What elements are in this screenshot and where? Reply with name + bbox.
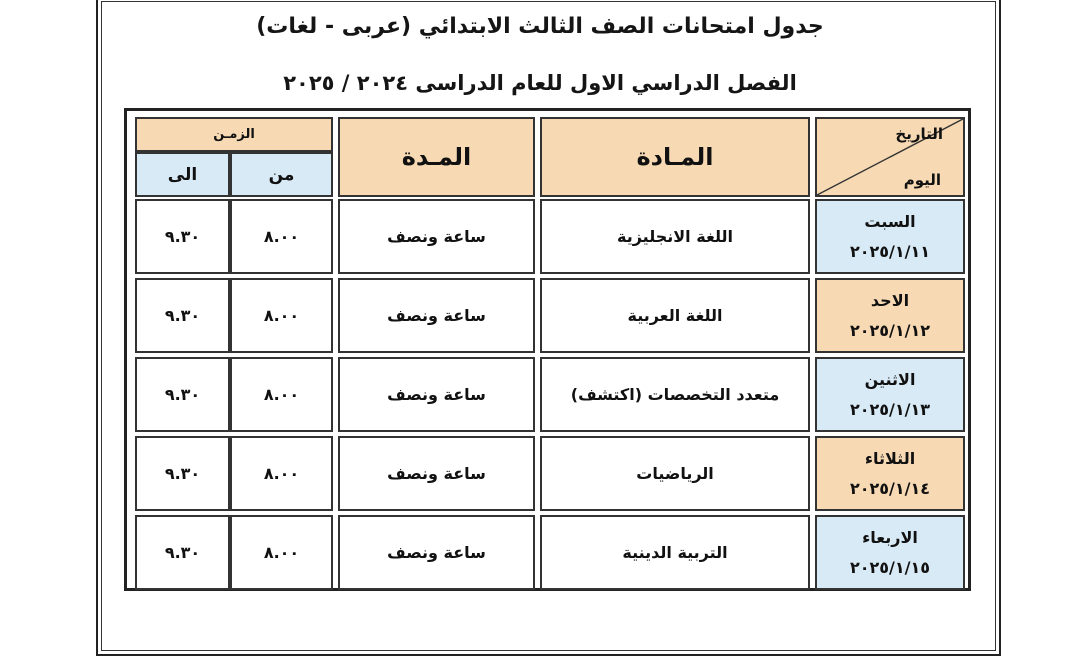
subject-cell: اللغة العربية (540, 278, 810, 353)
subject-cell: الرياضيات (540, 436, 810, 511)
time-from-cell: ٨.٠٠ (230, 436, 333, 511)
header-subject: المـادة (540, 117, 810, 197)
day-date-cell (815, 278, 965, 353)
duration-cell: ساعة ونصف (338, 199, 535, 274)
exam-date: ٢٠٢٥/١/١٤ (849, 478, 931, 498)
header-date: التاريخ (895, 125, 943, 143)
time-to-cell: ٩.٣٠ (135, 199, 230, 274)
time-from-cell: ٨.٠٠ (230, 278, 333, 353)
time-to-cell: ٩.٣٠ (135, 436, 230, 511)
header-time: الزمـن (135, 117, 333, 152)
exam-date: ٢٠٢٥/١/١٢ (849, 320, 931, 340)
time-from-cell: ٨.٠٠ (230, 357, 333, 432)
subject-cell: اللغة الانجليزية (540, 199, 810, 274)
time-to-cell: ٩.٣٠ (135, 515, 230, 590)
document-subtitle: الفصل الدراسي الاول للعام الدراسى ٢٠٢٤ / ٢٠٢٥ (283, 71, 797, 95)
exam-date: ٢٠٢٥/١/١٥ (849, 557, 931, 577)
header-from: من (230, 152, 333, 197)
day-date-cell (815, 436, 965, 511)
duration-cell: ساعة ونصف (338, 515, 535, 590)
header-day: اليوم (903, 171, 941, 189)
day-name: الاثنين (864, 369, 916, 389)
time-from-cell: ٨.٠٠ (230, 515, 333, 590)
day-date-cell (815, 515, 965, 590)
duration-cell: ساعة ونصف (338, 436, 535, 511)
time-to-cell: ٩.٣٠ (135, 278, 230, 353)
exam-schedule-table (124, 108, 971, 591)
time-to-cell: ٩.٣٠ (135, 357, 230, 432)
duration-cell: ساعة ونصف (338, 278, 535, 353)
header-duration: المـدة (338, 117, 535, 197)
header-date-day-cell (815, 117, 965, 197)
subject-cell: التربية الدينية (540, 515, 810, 590)
subject-cell: متعدد التخصصات (اكتشف) (540, 357, 810, 432)
day-name: الاحد (870, 290, 910, 310)
exam-date: ٢٠٢٥/١/١٣ (849, 399, 931, 419)
document-title: جدول امتحانات الصف الثالث الابتدائي (عربى - لغات) (256, 14, 824, 39)
day-name: الثلاثاء (864, 448, 916, 468)
day-name: السبت (864, 211, 916, 231)
day-date-cell (815, 357, 965, 432)
time-from-cell: ٨.٠٠ (230, 199, 333, 274)
duration-cell: ساعة ونصف (338, 357, 535, 432)
header-to: الى (135, 152, 230, 197)
day-name: الاربعاء (862, 527, 918, 547)
exam-date: ٢٠٢٥/١/١١ (849, 241, 931, 261)
day-date-cell (815, 199, 965, 274)
